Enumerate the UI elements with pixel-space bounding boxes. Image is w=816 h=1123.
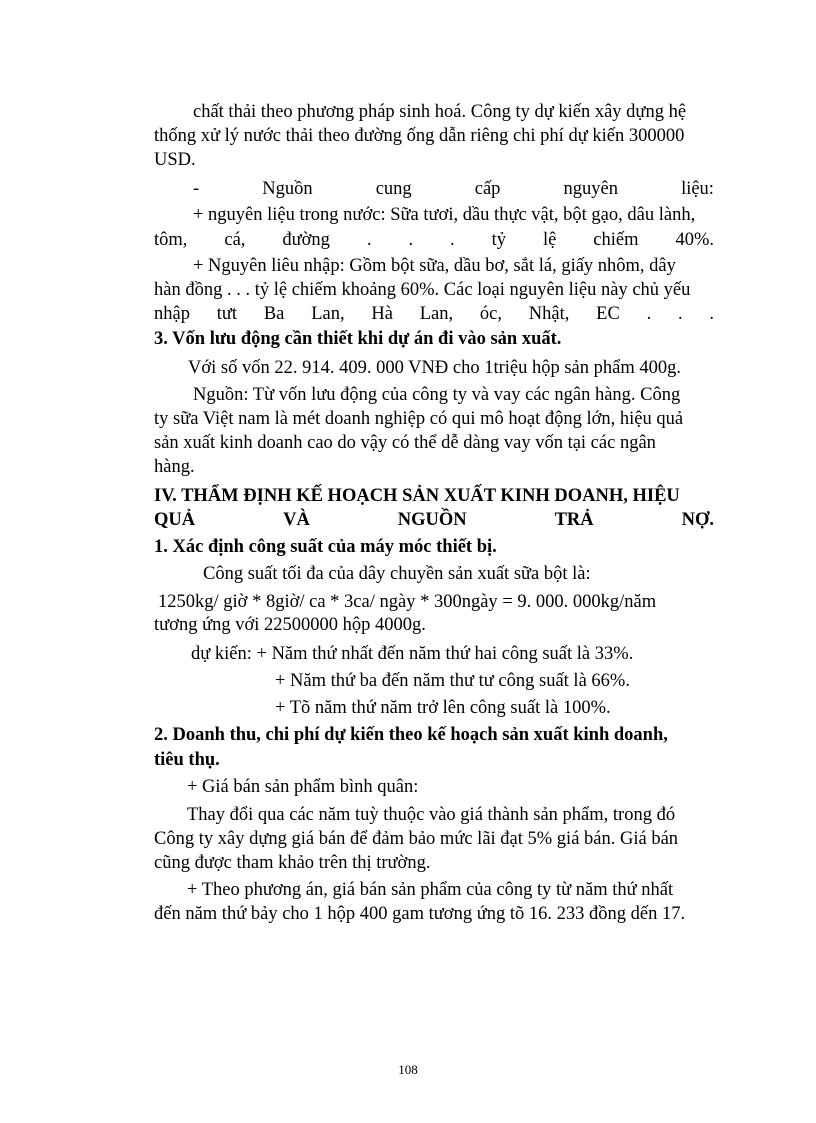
word: tôm, (154, 230, 188, 250)
word: . (366, 230, 372, 250)
word: Lan, (419, 304, 454, 324)
text-line: USD. (154, 150, 196, 170)
word: NGUỒN (397, 510, 467, 530)
word: nhập (154, 304, 190, 324)
word: QUẢ (154, 510, 196, 530)
word: NỢ. (681, 510, 714, 530)
text-line: hàng. (154, 457, 195, 477)
word: . (408, 230, 414, 250)
text-line: Thay đổi qua các năm tuỳ thuộc vào giá thành sản phẩm, trong đó (187, 805, 676, 825)
word: EC (596, 304, 620, 324)
word: chiếm (593, 230, 639, 250)
text-line: Nguồn: Từ vốn lưu động của công ty và vay các ngân hàng. Công (193, 385, 681, 405)
text-line: ty sữa Việt nam là mét doanh nghiệp có qui mô hoạt động lớn, hiệu quả (154, 409, 684, 429)
text-line: sản xuất kinh doanh cao do vậy có thể dễ dàng vay vốn tại các ngân (154, 433, 656, 453)
word: TRẢ (554, 510, 594, 530)
text-line: + Nguyên liêu nhập: Gồm bột sữa, dầu bơ, sắt lá, giấy nhôm, dây (193, 256, 676, 276)
word: . (677, 304, 683, 324)
word: nguyên (563, 179, 618, 199)
word: cung (375, 179, 412, 199)
section-heading: 2. Doanh thu, chi phí dự kiến theo kế hoạch sản xuất kinh doanh, (154, 725, 668, 745)
word: . (450, 230, 455, 250)
section-heading: tiêu thụ. (154, 750, 220, 770)
word: cá, (224, 230, 246, 250)
text-line: + Giá bán sản phẩm bình quân: (187, 777, 419, 797)
text-line: + Theo phương án, giá bán sản phẩm của công ty từ năm thứ nhất (187, 880, 674, 900)
text-line: đến năm thứ bảy cho 1 hộp 400 gam tương ứng tõ 16. 233 đồng dến 17. (154, 904, 686, 924)
word: đường (282, 230, 330, 250)
word: Ba (263, 304, 285, 324)
page-number: 108 (398, 1062, 418, 1077)
text-line: + Tõ năm thứ năm trở lên công suất là 100%. (275, 698, 611, 718)
text-line: + Năm thứ ba đến năm thư tư công suất là 66%. (275, 671, 630, 691)
text-line: tương ứng với 22500000 hộp 4000g. (154, 615, 426, 635)
justified-line (154, 302, 714, 326)
word: liệu: (681, 179, 714, 199)
chapter-heading: IV. THẨM ĐỊNH KẾ HOẠCH SẢN XUẤT KINH DOANH, HIỆU (154, 486, 680, 506)
word: lệ (542, 230, 557, 250)
word: - (193, 179, 200, 199)
word: . (709, 304, 714, 324)
word: Lan, (311, 304, 345, 324)
word: Nguồn (262, 179, 313, 199)
justified-line (154, 228, 714, 252)
word: Nhật, (528, 304, 570, 324)
section-heading: 3. Vốn lưu động cần thiết khi dự án đi vào sản xuất. (154, 329, 562, 349)
section-heading: 1. Xác định công suất của máy móc thiết bị. (154, 537, 497, 557)
word: VÀ (283, 510, 310, 530)
chapter-heading-line (154, 508, 714, 532)
text-line: dự kiến: + Năm thứ nhất đến năm thứ hai công suất là 33%. (191, 644, 634, 664)
text-line: Với số vốn 22. 914. 409. 000 VNĐ cho 1triệu hộp sản phẩm 400g. (188, 358, 681, 378)
word: 40%. (675, 230, 714, 250)
text-line: Công suất tối đa của dây chuyền sản xuất sữa bột là: (203, 564, 591, 584)
word: cấp (474, 179, 501, 199)
text-line: + nguyên liệu trong nước: Sữa tươi, dầu thực vật, bột gạo, dâu lành, (193, 205, 696, 225)
justified-line (193, 177, 714, 201)
text-line: hàn đồng . . . tỷ lệ chiếm khoảng 60%. Các loại nguyên liệu này chủ yếu (154, 280, 691, 300)
text-line: chất thải theo phương pháp sinh hoá. Công ty dự kiến xây dựng hệ (193, 102, 687, 122)
word: tỷ (491, 230, 507, 250)
formula-line: 1250kg/ giờ * 8giờ/ ca * 3ca/ ngày * 300ngày = 9. 000. 000kg/năm (158, 592, 657, 612)
text-line: cũng được tham khảo trên thị trường. (154, 853, 431, 873)
word: . (646, 304, 652, 324)
text-line: thống xử lý nước thải theo đường ống dẫn riêng chi phí dự kiến 300000 (154, 126, 685, 146)
word: tưt (216, 304, 238, 324)
word: óc, (479, 304, 502, 324)
word: Hà (371, 304, 393, 324)
text-line: Công ty xây dựng giá bán để đảm bảo mức lãi đạt 5% giá bán. Giá bán (154, 829, 679, 849)
